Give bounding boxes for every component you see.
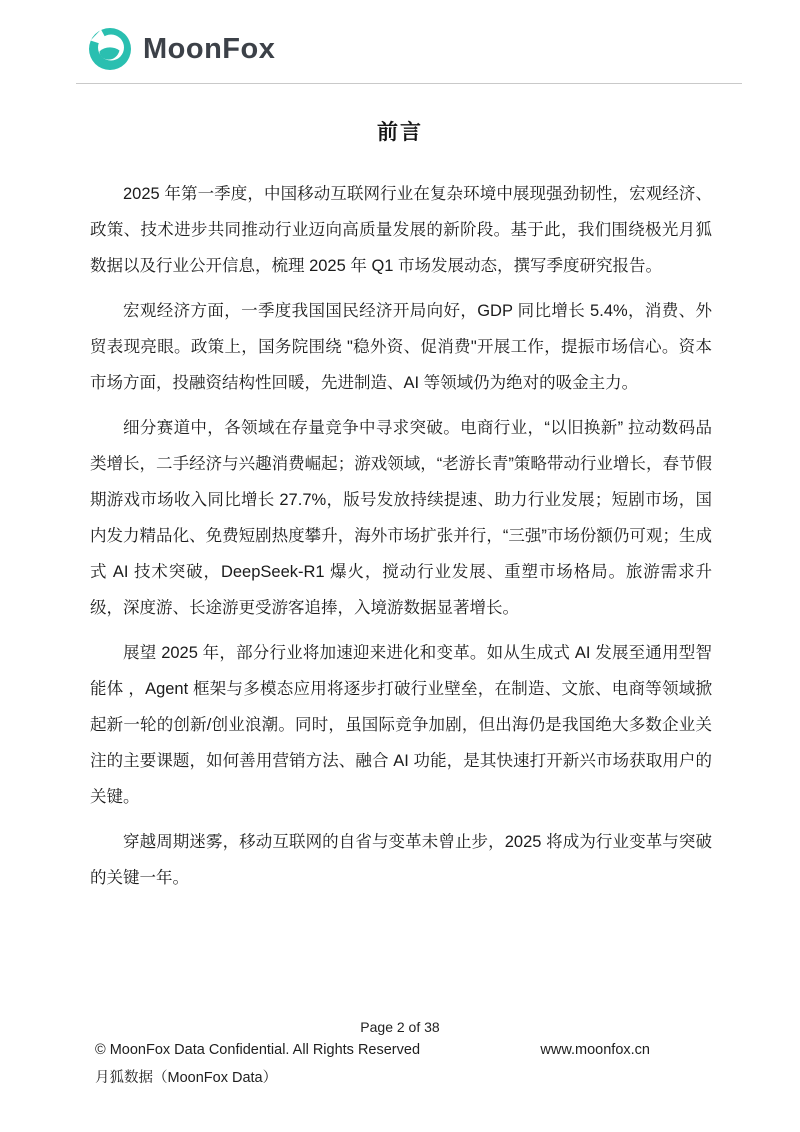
paragraph-1: 2025 年第一季度，中国移动互联网行业在复杂环境中展现强劲韧性，宏观经济、政策、技术进步共同推动行业迈向高质量发展的新阶段。基于此，我们围绕极光月狐数据以及行业公开信息，梳理 2025 年 Q1 市场发展动态，撰写季度研究报告。	[90, 185, 712, 275]
moonfox-logo-icon	[88, 27, 132, 71]
footer	[95, 1042, 710, 1058]
paragraph-3: 细分赛道中，各领域在存量竞争中寻求突破。电商行业，“以旧换新” 拉动数码品类增长，二手经济与兴趣消费崛起；游戏领域，“老游长青”策略带动行业增长，春节假期游戏市场收入同比增长 27.7%，版号发放持续提速、助力行业发展；短剧市场，国内发力精品化、免费短剧热度攀升，海外市场扩张并行，“三强”市场份额仍可观；生成式 AI 技术突破，DeepSeek-R1 爆火，搅动行业发展、重塑市场格局。旅游需求升级，深度游、长途游更受游客追捧，入境游数据显著增长。	[90, 419, 712, 617]
copyright-text: © MoonFox Data Confidential. All Rights Reserved	[95, 1042, 421, 1058]
page-title: 前言	[377, 121, 423, 145]
paragraph-4: 展望 2025 年，部分行业将加速迎来进化和变革。如从生成式 AI 发展至通用型智能体 ，Agent 框架与多模态应用将逐步打破行业壁垒，在制造、文旅、电商等领域掀起新一轮的创新/创业浪潮。同时，虽国际竞争加剧，但出海仍是我国绝大多数企业关注的主要课题，如何善用营销方法、融合 AI 功能，是其快速打开新兴市场获取用户的关键。	[90, 644, 712, 806]
paragraph-5: 穿越周期迷雾，移动互联网的自省与变革未曾止步，2025 将成为行业变革与突破的关键一年。	[90, 833, 712, 887]
brand-name: MoonFox	[143, 32, 276, 65]
page-number: Page 2 of 38	[360, 1019, 440, 1035]
header-divider	[76, 83, 742, 84]
header	[88, 27, 275, 71]
company-name: 月狐数据（MoonFox Data）	[95, 1070, 278, 1086]
paragraph-2: 宏观经济方面，一季度我国国民经济开局向好，GDP 同比增长 5.4%，消费、外贸表现亮眼。政策上，国务院围绕 "稳外资、促消费"开展工作，提振市场信心。资本市场方面，投融资结构性回暖，先进制造、AI 等领域仍为绝对的吸金主力。	[90, 302, 712, 392]
document-body	[90, 176, 712, 905]
website-url: www.moonfox.cn	[540, 1042, 650, 1058]
